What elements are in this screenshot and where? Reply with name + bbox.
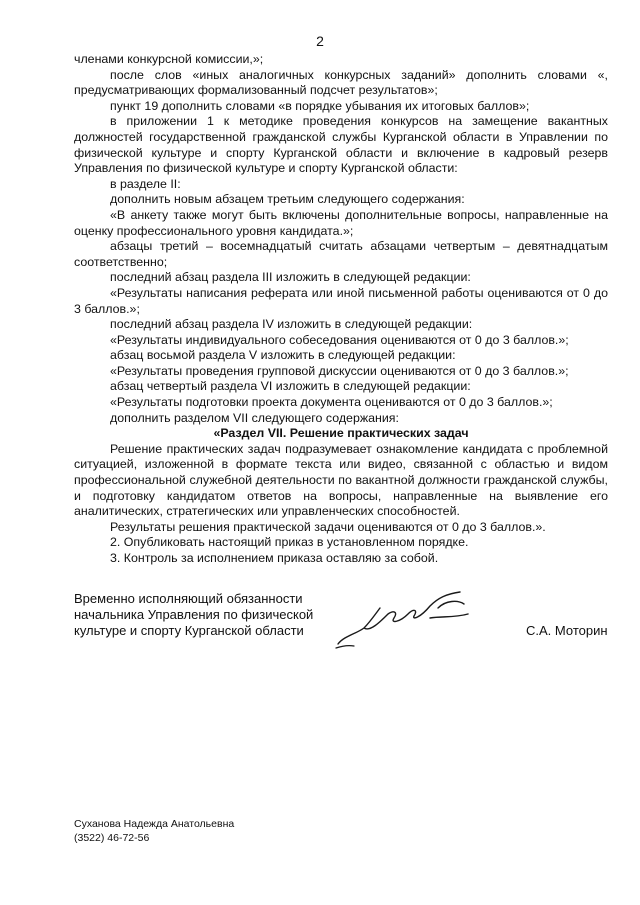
signatory-position-line: начальника Управления по физической (74, 607, 314, 622)
paragraph: пункт 19 дополнить словами «в порядке убывания их итоговых баллов»; (110, 98, 530, 113)
paragraph: дополнить новым абзацем третьим следующего содержания: (110, 192, 465, 207)
executor-info (74, 818, 234, 845)
paragraph: «Результаты проведения групповой дискуссии оцениваются от 0 до 3 баллов.»; (110, 363, 569, 378)
paragraph: «Результаты написания реферата или иной письменной работы оцениваются от 0 до 3 баллов.»; (74, 285, 608, 316)
paragraph: Решение практических задач подразумевает ознакомление кандидата с проблемной ситуацией, изложенной в формате текста или видео, связанной с областью и видом профессиональной служебной деятельности по вакантной должности гражданской службы, и подготовку кандидатом ответов на вопросы, направленные на выявление его аналитических, стратегических или управленческих способностей. (74, 441, 608, 519)
paragraph: Результаты решения практической задачи оцениваются от 0 до 3 баллов.». (110, 519, 546, 534)
paragraph: «В анкету также могут быть включены дополнительные вопросы, направленные на оценку профессионального уровня кандидата.»; (74, 207, 608, 238)
signatory-name: С.А. Моторин (526, 623, 608, 638)
paragraph: абзац четвертый раздела VI изложить в следующей редакции: (110, 379, 471, 394)
signatory-position-line: культуре и спорту Курганской области (74, 623, 304, 638)
handwritten-signature (334, 588, 494, 652)
executor-name: Суханова Надежда Анатольевна (74, 818, 235, 830)
paragraph: после слов «иных аналогичных конкурсных заданий» дополнить словами «, предусматривающих формализованный подсчет результатов»; (74, 67, 608, 98)
paragraph: абзац восьмой раздела V изложить в следующей редакции: (110, 348, 456, 363)
paragraph: членами конкурсной комиссии,»; (74, 52, 264, 66)
paragraph: последний абзац раздела III изложить в следующей редакции: (110, 270, 471, 285)
page-number: 2 (316, 33, 324, 49)
paragraph: абзацы третий – восемнадцатый считать абзацами четвертым – девятнадцатым соответственно; (74, 239, 608, 269)
executor-phone: (3522) 46-72-56 (74, 831, 150, 844)
paragraph: «Результаты индивидуального собеседования оцениваются от 0 до 3 баллов.»; (110, 332, 569, 347)
paragraph: в приложении 1 к методике проведения конкурсов на замещение вакантных должностей государственной гражданской службы Курганской области в Управлении по физической культуре и спорту Курганской области и включение в кадровый резерв Управления по физической культуре и спорту Курганской области: (74, 114, 608, 176)
section-heading: «Раздел VII. Решение практических задач (213, 426, 469, 441)
paragraph: дополнить разделом VII следующего содержания: (110, 410, 399, 425)
signatory-position (74, 591, 313, 639)
signatory-position-line: Временно исполняющий обязанности (74, 591, 303, 606)
paragraph: последний абзац раздела IV изложить в следующей редакции: (110, 317, 473, 332)
paragraph: в разделе II: (110, 176, 181, 191)
paragraph: «Результаты подготовки проекта документа оцениваются от 0 до 3 баллов.»; (110, 395, 553, 410)
paragraph: 3. Контроль за исполнением приказа оставляю за собой. (110, 551, 439, 565)
document-body (74, 52, 608, 567)
paragraph: 2. Опубликовать настоящий приказ в установленном порядке. (110, 535, 469, 550)
